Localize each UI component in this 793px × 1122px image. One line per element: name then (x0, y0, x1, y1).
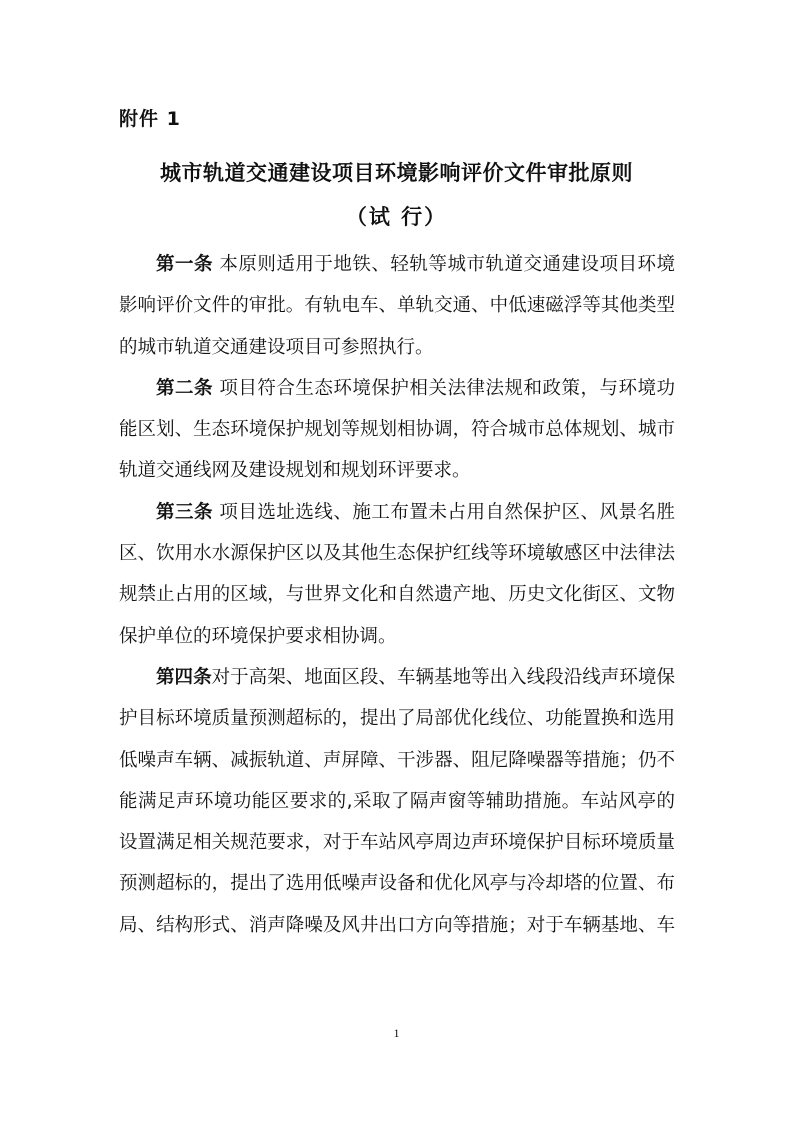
article-1-label: 第一条 (156, 254, 214, 275)
article-3-line-2: 区、饮用水水源保护区以及其他生态保护红线等环境敏感区中法律法 (119, 543, 675, 565)
article-2-line-2: 能区划、生态环境保护规划等规划相协调，符合城市总体规划、城市 (119, 419, 675, 441)
article-3-text: 项目选址选线、施工布置未占用自然保护区、风景名胜 (219, 501, 675, 523)
article-4-line-4: 能满足声环境功能区要求的,采取了隔声窗等辅助措施。车站风亭的 (119, 790, 675, 812)
article-4-line-1 (119, 657, 675, 698)
article-1-line-1 (119, 244, 675, 285)
article-4-text: 对于高架、地面区段、车辆基地等出入线段沿线声环境保 (211, 666, 675, 688)
article-2-line-3: 轨道交通线网及建设规划和规划环评要求。 (119, 460, 471, 482)
article-2-label: 第二条 (156, 377, 214, 399)
document-subtitle: （试 行） (345, 205, 448, 229)
attachment-label: 附件 1 (119, 108, 181, 130)
article-1-text: 本原则适用于地铁、轻轨等城市轨道交通建设项目环境 (219, 254, 675, 275)
document-title: 城市轨道交通建设项目环境影响评价文件审批原则 (160, 161, 633, 185)
article-4-line-3: 低噪声车辆、减振轨道、声屏障、干涉器、阻尼降噪器等措施；仍不 (119, 749, 675, 771)
article-4-line-6: 预测超标的，提出了选用低噪声设备和优化风亭与冷却塔的位置、布 (119, 873, 675, 895)
article-3-line-4: 保护单位的环境保护要求相协调。 (119, 625, 397, 647)
document-body (119, 244, 675, 946)
article-2-text: 项目符合生态环境保护相关法律法规和政策，与环境功 (219, 377, 675, 399)
page-number: 1 (393, 1026, 400, 1040)
article-3-label: 第三条 (156, 501, 214, 523)
article-4-line-7: 局、结构形式、消声降噪及风井出口方向等措施；对于车辆基地、车 (119, 914, 675, 936)
article-4-line-2: 护目标环境质量预测超标的，提出了局部优化线位、功能置换和选用 (119, 708, 675, 730)
article-2-line-1 (119, 368, 675, 409)
article-1-line-2: 影响评价文件的审批。有轨电车、单轨交通、中低速磁浮等其他类型 (119, 295, 675, 317)
article-1-line-3: 的城市轨道交通建设项目可参照执行。 (119, 336, 434, 358)
article-4-line-5: 设置满足相关规范要求，对于车站风亭周边声环境保护目标环境质量 (119, 832, 675, 854)
article-3-line-3: 规禁止占用的区域，与世界文化和自然遗产地、历史文化街区、文物 (119, 584, 675, 606)
article-4-label: 第四条 (156, 666, 212, 688)
article-3-line-1 (119, 492, 675, 533)
